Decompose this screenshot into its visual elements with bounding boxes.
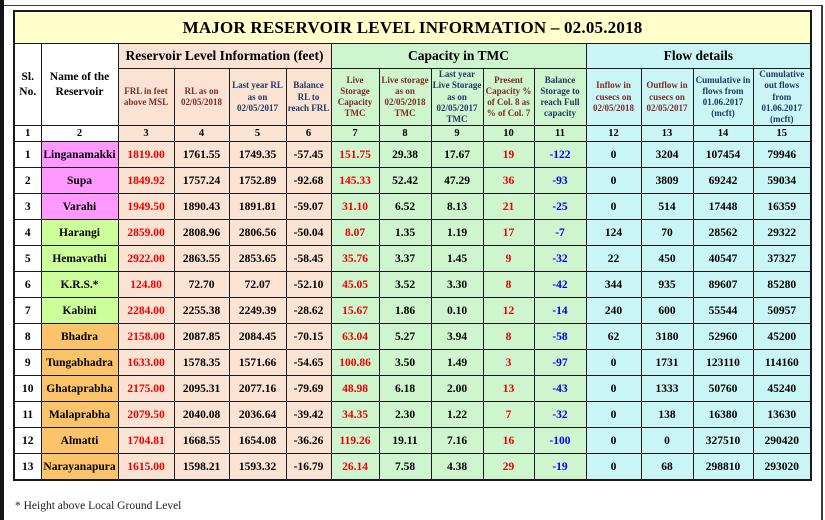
- cell-col-15: 16359: [753, 194, 811, 220]
- cell-col-13: 3180: [641, 324, 693, 350]
- column-header-13: Outflow in cusecs on 02/05/2017: [641, 69, 693, 126]
- cell-col-4: 72.70: [174, 272, 229, 298]
- table-row: [14, 220, 811, 246]
- table-row: [14, 272, 811, 298]
- cell-col-7: 45.05: [331, 272, 379, 298]
- cell-sl-no: 9: [14, 350, 41, 376]
- cell-col-6: -16.79: [286, 454, 331, 481]
- cell-col-7: 119.26: [331, 428, 379, 454]
- cell-col-15: 45240: [753, 376, 811, 402]
- page-left-border: [0, 0, 4, 520]
- cell-col-9: 8.13: [431, 194, 483, 220]
- cell-col-9: 3.30: [431, 272, 483, 298]
- cell-col-5: 1749.35: [229, 142, 286, 168]
- cell-col-13: 3809: [641, 168, 693, 194]
- cell-col-14: 107454: [693, 142, 753, 168]
- cell-col-5: 2084.45: [229, 324, 286, 350]
- column-header-7: Live Storage Capacity TMC: [331, 69, 379, 126]
- cell-col-14: 69242: [693, 168, 753, 194]
- cell-col-11: -7: [534, 220, 586, 246]
- cell-col-7: 34.35: [331, 402, 379, 428]
- column-number-6: 6: [286, 126, 331, 142]
- cell-sl-no: 13: [14, 454, 41, 481]
- cell-col-10: 29: [483, 454, 534, 481]
- cell-col-3: 1949.50: [118, 194, 174, 220]
- table-row: [14, 428, 811, 454]
- cell-sl-no: 10: [14, 376, 41, 402]
- cell-col-6: -58.45: [286, 246, 331, 272]
- cell-col-13: 514: [641, 194, 693, 220]
- column-number-2: 2: [41, 126, 118, 142]
- column-number-3: 3: [118, 126, 174, 142]
- page-top-border: [4, 5, 821, 6]
- cell-col-5: 2806.56: [229, 220, 286, 246]
- cell-col-12: 0: [586, 194, 641, 220]
- cell-col-5: 1654.08: [229, 428, 286, 454]
- cell-col-15: 50957: [753, 298, 811, 324]
- cell-col-7: 26.14: [331, 454, 379, 481]
- cell-col-13: 68: [641, 454, 693, 481]
- cell-reservoir-name: K.R.S.*: [41, 272, 118, 298]
- cell-col-8: 7.58: [379, 454, 431, 481]
- cell-col-4: 2808.96: [174, 220, 229, 246]
- column-header-10: Present Capacity % of Col. 8 as % of Col. 7: [483, 69, 534, 126]
- cell-col-15: 37327: [753, 246, 811, 272]
- column-header-4: RL as on 02/05/2018: [174, 69, 229, 126]
- table-row: [14, 454, 811, 481]
- cell-sl-no: 6: [14, 272, 41, 298]
- cell-col-12: 240: [586, 298, 641, 324]
- cell-col-9: 1.45: [431, 246, 483, 272]
- cell-col-12: 0: [586, 428, 641, 454]
- group-header-flow-details: Flow details: [586, 44, 811, 69]
- column-number-7: 7: [331, 126, 379, 142]
- cell-col-12: 0: [586, 376, 641, 402]
- cell-sl-no: 8: [14, 324, 41, 350]
- page-title: MAJOR RESERVOIR LEVEL INFORMATION – 02.05.2018: [14, 11, 811, 44]
- cell-col-13: 1333: [641, 376, 693, 402]
- page-right-border: [821, 5, 823, 520]
- cell-col-5: 2036.64: [229, 402, 286, 428]
- column-header-6: Balance RL to reach FRL: [286, 69, 331, 126]
- cell-col-4: 1761.55: [174, 142, 229, 168]
- cell-col-10: 8: [483, 324, 534, 350]
- cell-col-9: 1.19: [431, 220, 483, 246]
- cell-col-12: 62: [586, 324, 641, 350]
- cell-col-15: 29322: [753, 220, 811, 246]
- cell-reservoir-name: Harangi: [41, 220, 118, 246]
- cell-col-6: -50.04: [286, 220, 331, 246]
- cell-col-15: 45200: [753, 324, 811, 350]
- column-number-11: 11: [534, 126, 586, 142]
- cell-sl-no: 11: [14, 402, 41, 428]
- cell-col-14: 327510: [693, 428, 753, 454]
- cell-col-11: -14: [534, 298, 586, 324]
- cell-col-3: 2922.00: [118, 246, 174, 272]
- table-row: [14, 324, 811, 350]
- cell-reservoir-name: Varahi: [41, 194, 118, 220]
- cell-col-10: 8: [483, 272, 534, 298]
- cell-col-5: 1891.81: [229, 194, 286, 220]
- cell-reservoir-name: Supa: [41, 168, 118, 194]
- cell-col-12: 0: [586, 168, 641, 194]
- cell-col-4: 1598.21: [174, 454, 229, 481]
- column-header-5: Last year RL as on 02/05/2017: [229, 69, 286, 126]
- cell-col-5: 72.07: [229, 272, 286, 298]
- cell-col-15: 13630: [753, 402, 811, 428]
- cell-col-6: -28.62: [286, 298, 331, 324]
- cell-col-10: 21: [483, 194, 534, 220]
- cell-col-14: 50760: [693, 376, 753, 402]
- cell-col-9: 1.22: [431, 402, 483, 428]
- cell-sl-no: 3: [14, 194, 41, 220]
- cell-col-7: 145.33: [331, 168, 379, 194]
- cell-col-14: 40547: [693, 246, 753, 272]
- cell-col-13: 138: [641, 402, 693, 428]
- cell-col-5: 2853.65: [229, 246, 286, 272]
- cell-col-12: 0: [586, 454, 641, 481]
- cell-sl-no: 1: [14, 142, 41, 168]
- cell-col-8: 1.86: [379, 298, 431, 324]
- column-header-14: Cumulative in flows from 01.06.2017 (mcft): [693, 69, 753, 126]
- cell-col-9: 4.38: [431, 454, 483, 481]
- cell-col-14: 123110: [693, 350, 753, 376]
- cell-col-6: -79.69: [286, 376, 331, 402]
- cell-col-9: 1.49: [431, 350, 483, 376]
- cell-col-9: 0.10: [431, 298, 483, 324]
- cell-col-10: 16: [483, 428, 534, 454]
- cell-col-7: 31.10: [331, 194, 379, 220]
- cell-col-3: 1849.92: [118, 168, 174, 194]
- cell-col-13: 935: [641, 272, 693, 298]
- table-body: [14, 142, 811, 481]
- cell-reservoir-name: Bhadra: [41, 324, 118, 350]
- cell-reservoir-name: Almatti: [41, 428, 118, 454]
- cell-col-11: -58: [534, 324, 586, 350]
- cell-reservoir-name: Kabini: [41, 298, 118, 324]
- cell-col-7: 100.86: [331, 350, 379, 376]
- cell-col-3: 2175.00: [118, 376, 174, 402]
- cell-col-5: 2249.39: [229, 298, 286, 324]
- group-header-reservoir-level: Reservoir Level Information (feet): [118, 44, 331, 69]
- cell-col-8: 3.37: [379, 246, 431, 272]
- cell-reservoir-name: Hemavathi: [41, 246, 118, 272]
- cell-col-11: -42: [534, 272, 586, 298]
- column-header-12: Inflow in cusecs on 02/05/2018: [586, 69, 641, 126]
- cell-sl-no: 7: [14, 298, 41, 324]
- subheader-row: [14, 69, 811, 126]
- cell-col-12: 22: [586, 246, 641, 272]
- column-header-3: FRL in feet above MSL: [118, 69, 174, 126]
- cell-col-13: 600: [641, 298, 693, 324]
- cell-col-4: 1578.35: [174, 350, 229, 376]
- cell-col-7: 15.67: [331, 298, 379, 324]
- cell-col-10: 36: [483, 168, 534, 194]
- column-header-11: Balance Storage to reach Full capacity: [534, 69, 586, 126]
- cell-col-4: 2863.55: [174, 246, 229, 272]
- cell-col-11: -32: [534, 246, 586, 272]
- cell-col-10: 3: [483, 350, 534, 376]
- table-row: [14, 402, 811, 428]
- cell-col-8: 1.35: [379, 220, 431, 246]
- cell-col-11: -93: [534, 168, 586, 194]
- cell-col-13: 70: [641, 220, 693, 246]
- cell-col-14: 16380: [693, 402, 753, 428]
- cell-sl-no: 4: [14, 220, 41, 246]
- cell-col-3: 1704.81: [118, 428, 174, 454]
- cell-col-3: 1633.00: [118, 350, 174, 376]
- table-row: [14, 246, 811, 272]
- column-number-row: [14, 126, 811, 142]
- cell-col-4: 2095.31: [174, 376, 229, 402]
- cell-col-10: 17: [483, 220, 534, 246]
- column-header-8: Live storage as on 02/05/2018 TMC: [379, 69, 431, 126]
- column-number-8: 8: [379, 126, 431, 142]
- cell-col-8: 3.50: [379, 350, 431, 376]
- column-number-4: 4: [174, 126, 229, 142]
- cell-col-3: 2284.00: [118, 298, 174, 324]
- cell-col-6: -39.42: [286, 402, 331, 428]
- cell-col-14: 52960: [693, 324, 753, 350]
- cell-reservoir-name: Linganamakki: [41, 142, 118, 168]
- cell-col-8: 6.52: [379, 194, 431, 220]
- column-header-9: Last year Live Storage as on 02/05/2017 TMC: [432, 69, 482, 124]
- cell-col-11: -43: [534, 376, 586, 402]
- cell-col-5: 1593.32: [229, 454, 286, 481]
- column-number-5: 5: [229, 126, 286, 142]
- column-number-9: 9: [431, 126, 483, 142]
- cell-col-10: 9: [483, 246, 534, 272]
- cell-col-6: -57.45: [286, 142, 331, 168]
- cell-col-3: 1615.00: [118, 454, 174, 481]
- cell-col-5: 1752.89: [229, 168, 286, 194]
- cell-col-6: -52.10: [286, 272, 331, 298]
- cell-sl-no: 12: [14, 428, 41, 454]
- cell-col-7: 63.04: [331, 324, 379, 350]
- cell-col-15: 59034: [753, 168, 811, 194]
- cell-col-8: 6.18: [379, 376, 431, 402]
- table-row: [14, 142, 811, 168]
- title-row: [14, 11, 811, 44]
- cell-col-7: 8.07: [331, 220, 379, 246]
- table-row: [14, 298, 811, 324]
- table-row: [14, 194, 811, 220]
- cell-reservoir-name: Narayanapura: [41, 454, 118, 481]
- cell-col-9: 2.00: [431, 376, 483, 402]
- cell-col-9: 47.29: [431, 168, 483, 194]
- column-number-14: 14: [693, 126, 753, 142]
- column-number-12: 12: [586, 126, 641, 142]
- cell-col-10: 19: [483, 142, 534, 168]
- cell-col-4: 1757.24: [174, 168, 229, 194]
- table-row: [14, 376, 811, 402]
- cell-col-4: 1890.43: [174, 194, 229, 220]
- cell-col-8: 5.27: [379, 324, 431, 350]
- cell-col-8: 19.11: [379, 428, 431, 454]
- cell-col-6: -70.15: [286, 324, 331, 350]
- cell-col-11: -100: [534, 428, 586, 454]
- cell-col-6: -54.65: [286, 350, 331, 376]
- cell-col-3: 2859.00: [118, 220, 174, 246]
- cell-col-10: 13: [483, 376, 534, 402]
- column-header-sl-no: Sl. No.: [14, 44, 41, 126]
- column-header-15: Cumulative out flows from 01.06.2017 (mcft): [753, 69, 811, 126]
- group-header-capacity: Capacity in TMC: [331, 44, 586, 69]
- cell-col-13: 1731: [641, 350, 693, 376]
- cell-col-9: 17.67: [431, 142, 483, 168]
- group-header-row: [14, 44, 811, 69]
- cell-col-9: 7.16: [431, 428, 483, 454]
- cell-col-15: 85280: [753, 272, 811, 298]
- column-number-10: 10: [483, 126, 534, 142]
- cell-col-14: 89607: [693, 272, 753, 298]
- cell-col-7: 48.98: [331, 376, 379, 402]
- cell-col-3: 124.80: [118, 272, 174, 298]
- cell-col-8: 2.30: [379, 402, 431, 428]
- footnote: * Height above Local Ground Level: [15, 500, 182, 512]
- cell-col-14: 55544: [693, 298, 753, 324]
- cell-col-13: 3204: [641, 142, 693, 168]
- cell-col-10: 7: [483, 402, 534, 428]
- cell-col-12: 0: [586, 350, 641, 376]
- cell-col-7: 35.76: [331, 246, 379, 272]
- cell-col-15: 79946: [753, 142, 811, 168]
- cell-col-14: 17448: [693, 194, 753, 220]
- cell-col-11: -25: [534, 194, 586, 220]
- cell-col-11: -32: [534, 402, 586, 428]
- column-header-reservoir-name: Name of the Reservoir: [41, 44, 118, 126]
- cell-col-8: 52.42: [379, 168, 431, 194]
- cell-col-3: 1819.00: [118, 142, 174, 168]
- column-number-1: 1: [14, 126, 41, 142]
- cell-col-6: -36.26: [286, 428, 331, 454]
- cell-reservoir-name: Malaprabha: [41, 402, 118, 428]
- cell-col-14: 28562: [693, 220, 753, 246]
- cell-col-11: -19: [534, 454, 586, 481]
- cell-col-4: 2040.08: [174, 402, 229, 428]
- cell-reservoir-name: Ghataprabha: [41, 376, 118, 402]
- cell-col-5: 1571.66: [229, 350, 286, 376]
- column-number-15: 15: [753, 126, 811, 142]
- cell-col-13: 450: [641, 246, 693, 272]
- cell-col-15: 293020: [753, 454, 811, 481]
- cell-col-15: 114160: [753, 350, 811, 376]
- cell-col-3: 2158.00: [118, 324, 174, 350]
- cell-col-9: 3.94: [431, 324, 483, 350]
- cell-col-14: 298810: [693, 454, 753, 481]
- cell-col-4: 2255.38: [174, 298, 229, 324]
- cell-col-12: 124: [586, 220, 641, 246]
- cell-col-4: 2087.85: [174, 324, 229, 350]
- table-row: [14, 350, 811, 376]
- cell-reservoir-name: Tungabhadra: [41, 350, 118, 376]
- column-number-13: 13: [641, 126, 693, 142]
- cell-col-6: -92.68: [286, 168, 331, 194]
- cell-col-3: 2079.50: [118, 402, 174, 428]
- cell-col-12: 344: [586, 272, 641, 298]
- cell-col-4: 1668.55: [174, 428, 229, 454]
- cell-col-11: -97: [534, 350, 586, 376]
- cell-col-12: 0: [586, 402, 641, 428]
- cell-col-13: 0: [641, 428, 693, 454]
- cell-col-6: -59.07: [286, 194, 331, 220]
- cell-col-7: 151.75: [331, 142, 379, 168]
- reservoir-table: [13, 10, 812, 481]
- cell-col-5: 2077.16: [229, 376, 286, 402]
- cell-col-15: 290420: [753, 428, 811, 454]
- cell-col-8: 29.38: [379, 142, 431, 168]
- cell-col-10: 12: [483, 298, 534, 324]
- cell-col-8: 3.52: [379, 272, 431, 298]
- cell-sl-no: 2: [14, 168, 41, 194]
- cell-col-12: 0: [586, 142, 641, 168]
- table-row: [14, 168, 811, 194]
- cell-sl-no: 5: [14, 246, 41, 272]
- cell-col-11: -122: [534, 142, 586, 168]
